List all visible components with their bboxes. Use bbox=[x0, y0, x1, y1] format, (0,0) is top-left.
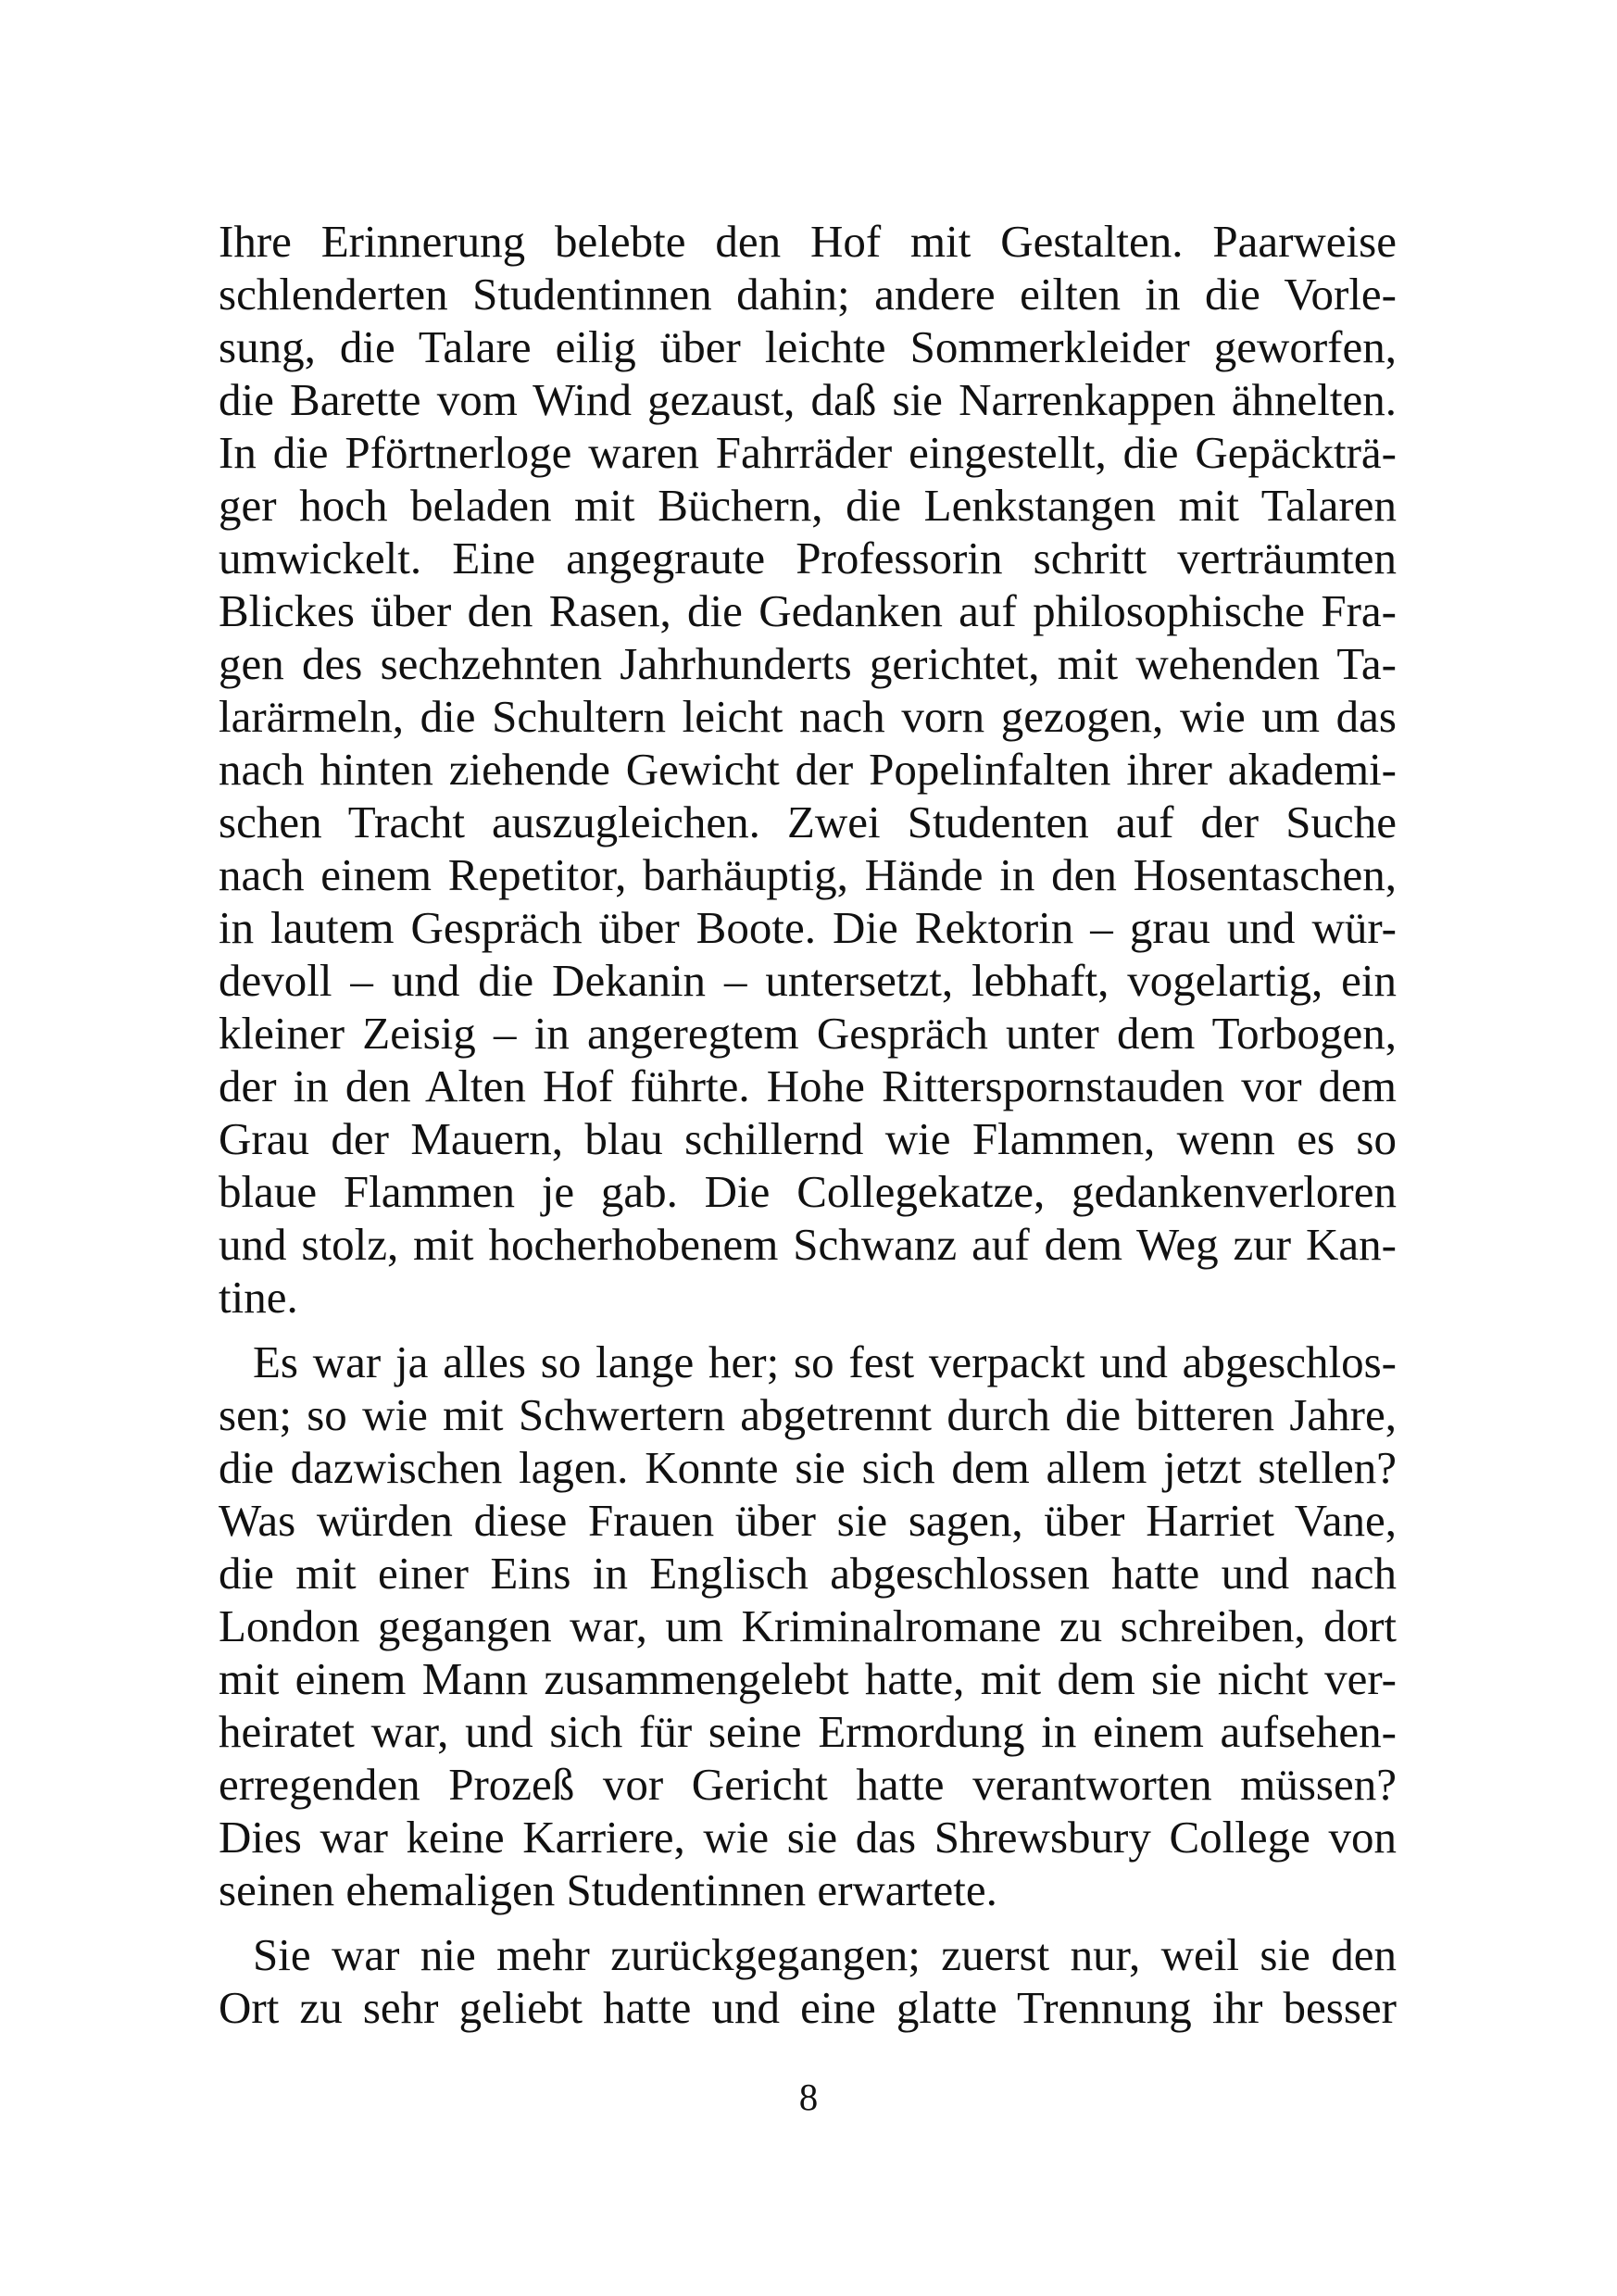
text-line: Ihre Erinnerung belebte den Hof mit Gestalten. Paarweise bbox=[219, 216, 1397, 267]
text-line: nach hinten ziehende Gewicht der Popelinfalten ihrer akademi- bbox=[219, 744, 1397, 795]
text-line: Blickes über den Rasen, die Gedanken auf philosophische Fra- bbox=[219, 585, 1397, 636]
text-line: In die Pförtnerloge waren Fahrräder eingestellt, die Gepäckträ- bbox=[219, 427, 1397, 478]
text-line: und stolz, mit hocherhobenem Schwanz auf dem Weg zur Kan- bbox=[219, 1219, 1397, 1270]
text-line: die dazwischen lagen. Konnte sie sich dem allem jetzt stellen? bbox=[219, 1442, 1397, 1493]
text-line: seinen ehemaligen Studentinnen erwartete. bbox=[219, 1864, 997, 1915]
text-line: Ort zu sehr geliebt hatte und eine glatte Trennung ihr besser bbox=[219, 1982, 1397, 2033]
text-line: blaue Flammen je gab. Die Collegekatze, gedankenverloren bbox=[219, 1166, 1397, 1217]
text-line: die mit einer Eins in Englisch abgeschlossen hatte und nach bbox=[219, 1548, 1397, 1599]
page-number: 8 bbox=[798, 2076, 819, 2118]
text-line: Sie war nie mehr zurückgegangen; zuerst nur, weil sie den bbox=[253, 1929, 1397, 1980]
text-line: in lautem Gespräch über Boote. Die Rektorin – grau und wür- bbox=[219, 902, 1397, 953]
text-line: nach einem Repetitor, barhäuptig, Hände in den Hosentaschen, bbox=[219, 849, 1397, 900]
paragraph-3 bbox=[219, 1928, 1397, 2034]
text-line: erregenden Prozeß vor Gericht hatte verantworten müssen? bbox=[219, 1759, 1397, 1810]
text-line: Grau der Mauern, blau schillernd wie Flammen, wenn es so bbox=[219, 1113, 1397, 1164]
text-line: Was würden diese Frauen über sie sagen, über Harriet Vane, bbox=[219, 1495, 1397, 1546]
paragraph-1 bbox=[219, 215, 1397, 1324]
text-line: kleiner Zeisig – in angeregtem Gespräch unter dem Torbogen, bbox=[219, 1008, 1397, 1059]
text-line: sen; so wie mit Schwertern abgetrennt durch die bitteren Jahre, bbox=[219, 1389, 1397, 1440]
text-line: tine. bbox=[219, 1272, 298, 1323]
body-text bbox=[219, 215, 1397, 2034]
text-line: schen Tracht auszugleichen. Zwei Studenten auf der Suche bbox=[219, 797, 1397, 847]
text-line: larärmeln, die Schultern leicht nach vorn gezogen, wie um das bbox=[219, 691, 1397, 742]
text-line: devoll – und die Dekanin – untersetzt, lebhaft, vogelartig, ein bbox=[219, 955, 1397, 1006]
text-line: gen des sechzehnten Jahrhunderts gerichtet, mit wehenden Ta- bbox=[219, 638, 1397, 689]
text-line: umwickelt. Eine angegraute Professorin schritt verträumten bbox=[219, 533, 1397, 583]
text-line: schlenderten Studentinnen dahin; andere eilten in die Vorle- bbox=[219, 269, 1397, 320]
text-line: Es war ja alles so lange her; so fest verpackt und abgeschlos- bbox=[253, 1336, 1397, 1387]
text-line: Dies war keine Karriere, wie sie das Shrewsbury College von bbox=[219, 1812, 1397, 1863]
text-line: mit einem Mann zusammengelebt hatte, mit dem sie nicht ver- bbox=[219, 1653, 1397, 1704]
text-line: die Barette vom Wind gezaust, daß sie Narrenkappen ähnelten. bbox=[219, 374, 1397, 425]
paragraph-2 bbox=[219, 1336, 1397, 1916]
text-line: sung, die Talare eilig über leichte Sommerkleider geworfen, bbox=[219, 321, 1397, 372]
text-line: heiratet war, und sich für seine Ermordung in einem aufsehen- bbox=[219, 1706, 1397, 1757]
text-line: London gegangen war, um Kriminalromane zu schreiben, dort bbox=[219, 1600, 1397, 1651]
text-line: der in den Alten Hof führte. Hohe Ritterspornstauden vor dem bbox=[219, 1060, 1397, 1111]
text-line: ger hoch beladen mit Büchern, die Lenkstangen mit Talaren bbox=[219, 480, 1397, 531]
